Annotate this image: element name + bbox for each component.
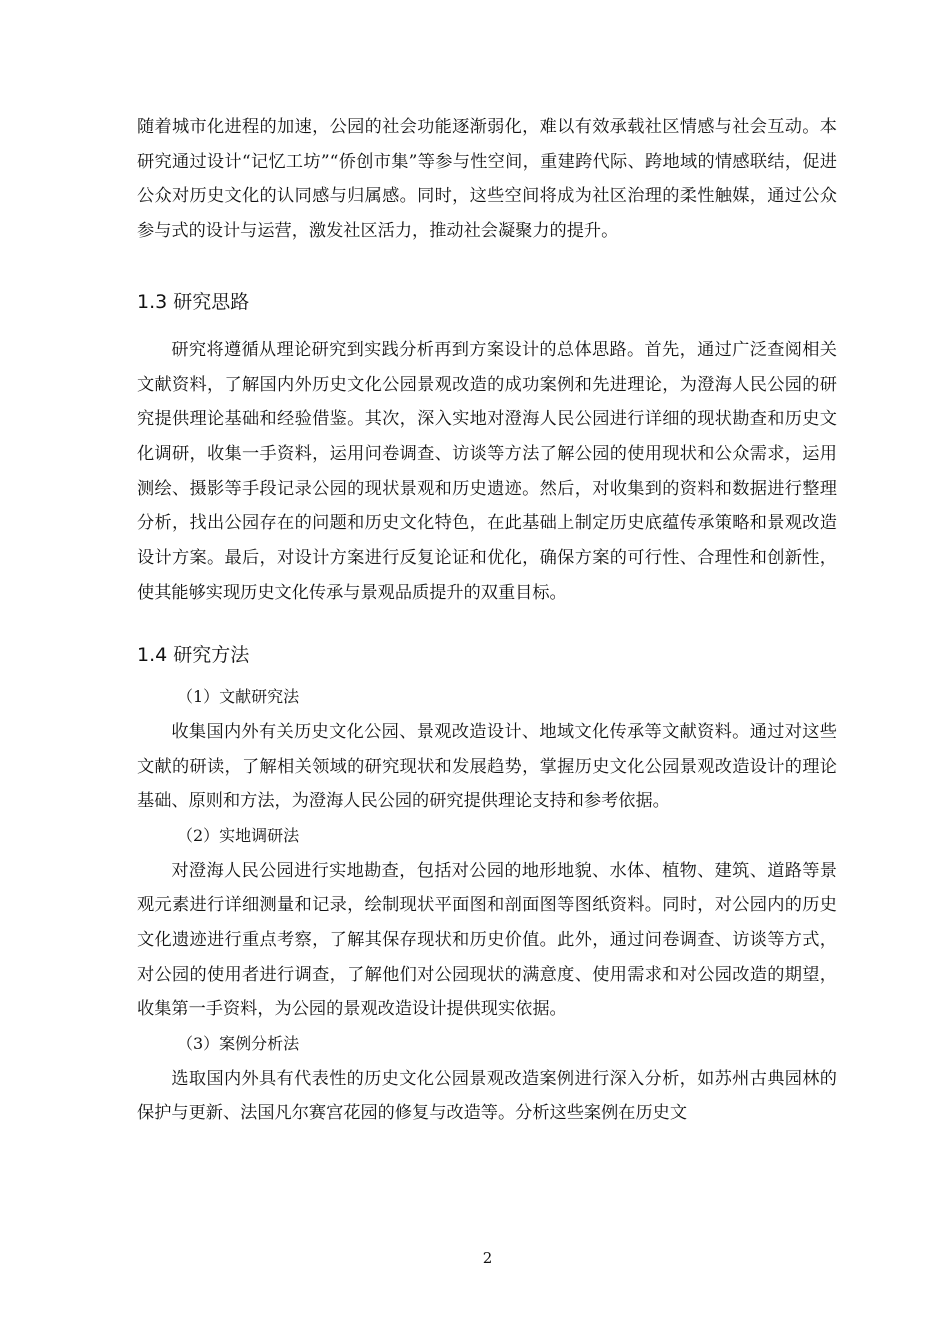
paragraph-field-research: 对澄海人民公园进行实地勘查，包括对公园的地形地貌、水体、植物、建筑、道路等景观元素进行详细测量和记录，绘制现状平面图和剖面图等图纸资料。同时，对公园内的历史文化遗迹进行重点考察，了解其保存现状和历史价值。此外，通过问卷调查、访谈等方式，对公园的使用者进行调查，了解他们对公园现状的满意度、使用需求和对公园改造的期望，收集第一手资料，为公园的景观改造设计提供现实依据。: [137, 860, 837, 1020]
paragraph-literature-research: 收集国内外有关历史文化公园、景观改造设计、地域文化传承等文献资料。通过对这些文献的研读，了解相关领域的研究现状和发展趋势，掌握历史文化公园景观改造设计的理论基础、原则和方法，为澄海人民公园的研究提供理论支持和参考依据。: [137, 721, 837, 812]
page-content: [137, 110, 837, 1131]
subheading-field-research: （2）实地调研法: [177, 826, 300, 846]
section-heading-research-methods: 1.4 研究方法: [137, 644, 250, 667]
subheading-literature-research: （1）文献研究法: [177, 687, 300, 707]
paragraph-research-approach: 研究将遵循从理论研究到实践分析再到方案设计的总体思路。首先，通过广泛查阅相关文献资料，了解国内外历史文化公园景观改造的成功案例和先进理论，为澄海人民公园的研究提供理论基础和经验借鉴。其次，深入实地对澄海人民公园进行详细的现状勘查和历史文化调研，收集一手资料，运用问卷调查、访谈等方法了解公园的使用现状和公众需求，运用测绘、摄影等手段记录公园的现状景观和历史遗迹。然后，对收集到的资料和数据进行整理分析，找出公园存在的问题和历史文化特色，在此基础上制定历史底蕴传承策略和景观改造设计方案。最后，对设计方案进行反复论证和优化，确保方案的可行性、合理性和创新性，使其能够实现历史文化传承与景观品质提升的双重目标。: [137, 339, 837, 603]
subheading-case-analysis: （3）案例分析法: [177, 1034, 300, 1054]
page-number: 2: [482, 1249, 493, 1267]
paragraph-social-function: 随着城市化进程的加速，公园的社会功能逐渐弱化，难以有效承载社区情感与社会互动。本研究通过设计“记忆工坊”“侨创市集”等参与性空间，重建跨代际、跨地域的情感联结，促进公众对历史文化的认同感与归属感。同时，这些空间将成为社区治理的柔性触媒，通过公众参与式的设计与运营，激发社区活力，推动社会凝聚力的提升。: [137, 117, 837, 242]
paragraph-case-analysis: 选取国内外具有代表性的历史文化公园景观改造案例进行深入分析，如苏州古典园林的保护与更新、法国凡尔赛宫花园的修复与改造等。分析这些案例在历史文: [137, 1068, 837, 1124]
section-heading-research-approach: 1.3 研究思路: [137, 290, 250, 313]
